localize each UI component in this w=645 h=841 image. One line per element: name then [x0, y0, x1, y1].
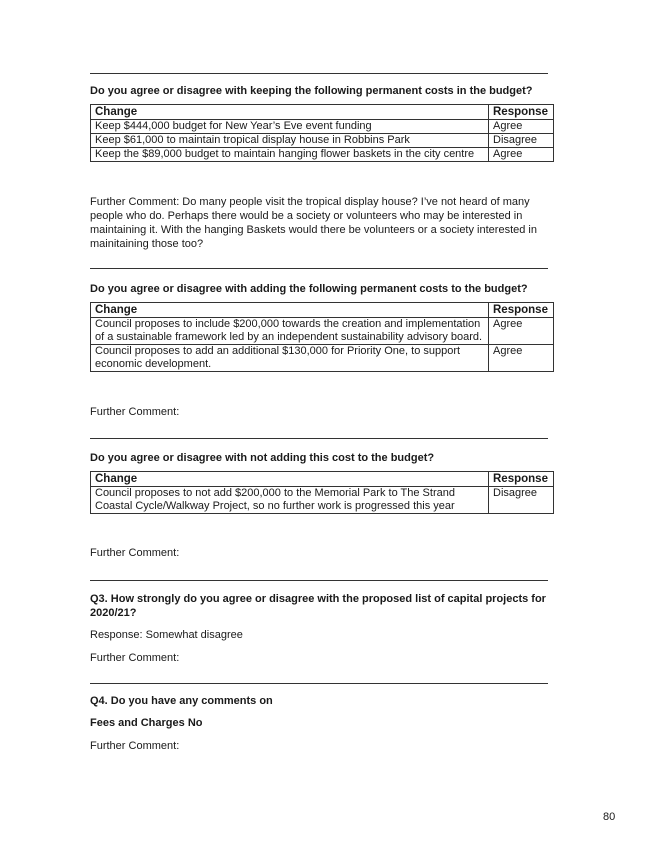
response-cell: Agree — [489, 318, 554, 345]
section-divider — [90, 73, 548, 74]
response-header: Response — [489, 303, 554, 318]
section2-question: Do you agree or disagree with adding the following permanent costs to the budget? — [90, 283, 528, 295]
response-cell: Disagree — [489, 487, 554, 514]
section3-question: Do you agree or disagree with not adding this cost to the budget? — [90, 452, 435, 464]
change-cell: Keep $61,000 to maintain tropical display house in Robbins Park — [91, 134, 489, 148]
q4-question: Q4. Do you have any comments on — [90, 695, 273, 707]
response-header: Response — [489, 105, 554, 120]
change-cell: Keep the $89,000 budget to maintain hanging flower baskets in the city centre — [91, 148, 489, 162]
table-header-row — [91, 105, 554, 120]
table-row — [91, 318, 554, 345]
table-row — [91, 120, 554, 134]
section1-question: Do you agree or disagree with keeping the following permanent costs in the budget? — [90, 85, 533, 97]
q3-response: Response: Somewhat disagree — [90, 629, 243, 641]
section2-further-comment: Further Comment: — [90, 406, 180, 418]
change-header: Change — [91, 105, 489, 120]
page-number: 80 — [603, 811, 616, 823]
table-row — [91, 487, 554, 514]
response-cell: Agree — [489, 345, 554, 372]
change-cell: Council proposes to include $200,000 towards the creation and implementation of a sustainable framework led by an independent sustainability advisory board. — [91, 318, 489, 345]
section3-further-comment: Further Comment: — [90, 547, 180, 559]
q3-question: Q3. How strongly do you agree or disagree with the proposed list of capital projects for 2020/21? — [90, 593, 546, 619]
change-cell: Council proposes to not add $200,000 to the Memorial Park to The Strand Coastal Cycle/Walkway Project, so no further work is progressed this year — [91, 487, 489, 514]
q3-further-comment: Further Comment: — [90, 652, 180, 664]
change-header: Change — [91, 472, 489, 487]
section-divider — [90, 580, 548, 581]
table-row — [91, 148, 554, 162]
response-header: Response — [489, 472, 554, 487]
q4-further-comment: Further Comment: — [90, 740, 180, 752]
table-header-row — [91, 303, 554, 318]
section-divider — [90, 438, 548, 439]
table-header-row — [91, 472, 554, 487]
response-cell: Disagree — [489, 134, 554, 148]
q4-subquestion: Fees and Charges No — [90, 717, 203, 729]
section3-table — [90, 471, 554, 514]
response-cell: Agree — [489, 148, 554, 162]
change-cell: Council proposes to add an additional $130,000 for Priority One, to support economic development. — [91, 345, 489, 372]
change-header: Change — [91, 303, 489, 318]
section-divider — [90, 683, 548, 684]
section2-table — [90, 302, 554, 372]
section1-further-comment: Further Comment: Do many people visit the tropical display house? I’ve not heard of many people who do. Perhaps there would be a society or volunteers who may be interested in maintaining it. With the hanging Baskets would there be volunteers or a society interested in mainitaining those too? — [90, 196, 537, 250]
change-cell: Keep $444,000 budget for New Year’s Eve event funding — [91, 120, 489, 134]
section1-table — [90, 104, 554, 162]
response-cell: Agree — [489, 120, 554, 134]
section-divider — [90, 268, 548, 269]
table-row — [91, 345, 554, 372]
table-row — [91, 134, 554, 148]
